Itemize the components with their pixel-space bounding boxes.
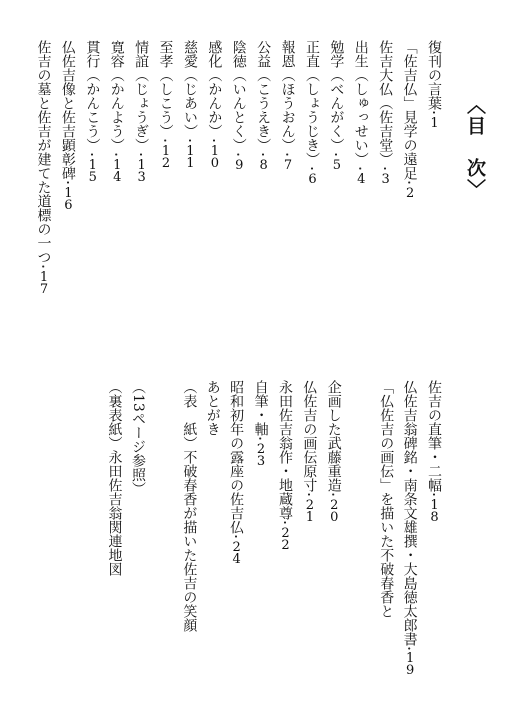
toc-entry-title: あとがき <box>204 380 221 436</box>
toc-page-number: 3 <box>378 172 394 184</box>
toc-entry[interactable] <box>251 40 275 330</box>
toc-entry-title: 自筆・軸 <box>252 380 269 436</box>
toc-entry-title: 慈愛（じあい） <box>181 40 198 138</box>
toc-page-number: 21 <box>302 498 318 522</box>
toc-entry[interactable] <box>177 380 200 675</box>
toc-entry[interactable] <box>348 40 372 330</box>
toc-entry-title: 公益（こうえき） <box>255 40 272 152</box>
toc-entry[interactable] <box>248 380 272 675</box>
toc-entry[interactable] <box>178 40 202 330</box>
toc-page-number: 9 <box>231 158 247 170</box>
toc-entry[interactable] <box>397 40 421 330</box>
toc-page-number: 1 <box>427 116 442 128</box>
toc-entry-title: 仏佐吉像と佐吉顕彰碑 <box>59 40 76 180</box>
toc-entry[interactable] <box>422 380 446 675</box>
toc-page-number: 18 <box>427 498 442 522</box>
toc-entry-title: （13ページ参照） <box>129 380 146 496</box>
toc-entry-title: 佐吉大仏（佐吉堂） <box>377 40 394 166</box>
toc-entry[interactable] <box>104 40 128 330</box>
toc-page-number: 6 <box>304 172 320 184</box>
toc-entry[interactable] <box>129 40 153 330</box>
toc-entry[interactable] <box>397 380 421 675</box>
toc-entry[interactable] <box>224 380 248 675</box>
toc-page-number: 10 <box>207 144 223 168</box>
toc-entry-title: 感化（かんか） <box>206 40 223 138</box>
toc-section-main <box>24 40 446 330</box>
toc-entry-title: 企画した武藤重造 <box>325 380 342 492</box>
toc-page-number: 16 <box>60 186 76 210</box>
toc-entry-title: 貫行（かんこう） <box>84 40 101 152</box>
toc-entry[interactable] <box>226 40 250 330</box>
toc-entry-title: 佐吉の直筆・二幅 <box>426 380 442 492</box>
toc-entry[interactable] <box>297 380 321 675</box>
toc-entry[interactable] <box>321 380 373 675</box>
toc-page-number: 12 <box>158 144 174 168</box>
toc-entry[interactable] <box>300 40 324 330</box>
toc-entry[interactable] <box>324 40 348 330</box>
toc-entry-title: 勉学（べんがく） <box>328 40 345 152</box>
toc-entry[interactable] <box>422 40 446 330</box>
toc-entry[interactable] <box>202 40 226 330</box>
toc-entry-title: 報恩（ほうおん） <box>279 40 296 152</box>
toc-page-number: 19 <box>402 651 418 675</box>
toc-entry[interactable] <box>374 380 397 675</box>
toc-page-number: 13 <box>134 158 150 182</box>
toc-entry[interactable] <box>275 40 299 330</box>
toc-entry-title: 陰徳（いんとく） <box>230 40 247 152</box>
toc-entry-title: （表 紙）不破春香が描いた佐吉の笑顔 <box>181 380 198 632</box>
toc-page-number: 11 <box>182 144 198 168</box>
toc-page-number: 5 <box>329 158 345 170</box>
toc-entry[interactable] <box>102 380 125 675</box>
toc-entry[interactable] <box>126 380 177 675</box>
toc-page-number: 23 <box>253 442 269 466</box>
toc-entry-title: 仏佐吉の画伝原寸 <box>301 380 318 492</box>
toc-entry-title: 永田佐吉翁作・地蔵尊 <box>276 380 293 520</box>
toc-page-number: 14 <box>109 158 125 182</box>
toc-entry[interactable] <box>80 40 104 330</box>
toc-entry-title: 寛容（かんよう） <box>108 40 125 152</box>
toc-page-number: 8 <box>256 158 272 170</box>
toc-entry-title: 至孝（しこう） <box>157 40 174 138</box>
toc-page-number: 24 <box>229 540 245 564</box>
toc-page-number: 20 <box>326 498 342 522</box>
toc-entry-title: 復刊の言葉 <box>426 40 442 110</box>
toc-entry[interactable] <box>31 40 55 330</box>
toc-entry-title: 正直（しょうじき） <box>303 40 320 166</box>
toc-page-number: 15 <box>85 158 101 182</box>
toc-entry[interactable] <box>200 380 223 675</box>
toc-page-number: 2 <box>402 186 418 198</box>
page-title: 〈目 次〉 <box>464 95 486 200</box>
toc-page-number: 4 <box>353 172 369 184</box>
toc-page-number: 7 <box>280 158 296 170</box>
toc-entry-title: 昭和初年の露座の佐吉仏 <box>228 380 245 534</box>
toc-entry[interactable] <box>153 40 177 330</box>
toc-page-number: 22 <box>277 526 293 550</box>
toc-entry[interactable] <box>273 380 297 675</box>
toc-entry[interactable] <box>56 40 80 330</box>
toc-entry-title: 佐吉の墓と佐吉が建てた道標の一つ <box>35 40 52 264</box>
toc-entry-title: （裏表紙）永田佐吉翁関連地図 <box>106 380 123 576</box>
toc-entry-title: 「佐吉仏」見学の遠足 <box>401 40 418 180</box>
toc-entry[interactable] <box>373 40 397 330</box>
toc-entry-title: 「仏佐吉の画伝」を描いた不破春香と <box>378 380 395 618</box>
toc-page-number: 17 <box>36 270 52 294</box>
toc-entry-title: 出生（しゅっせい） <box>352 40 369 166</box>
toc-entry-title: 仏佐吉翁碑銘・南条文雄撰・大島徳太郎書 <box>401 380 418 646</box>
toc-section-supplement <box>106 380 446 675</box>
toc-entry-title: 情誼（じょうぎ） <box>133 40 150 152</box>
